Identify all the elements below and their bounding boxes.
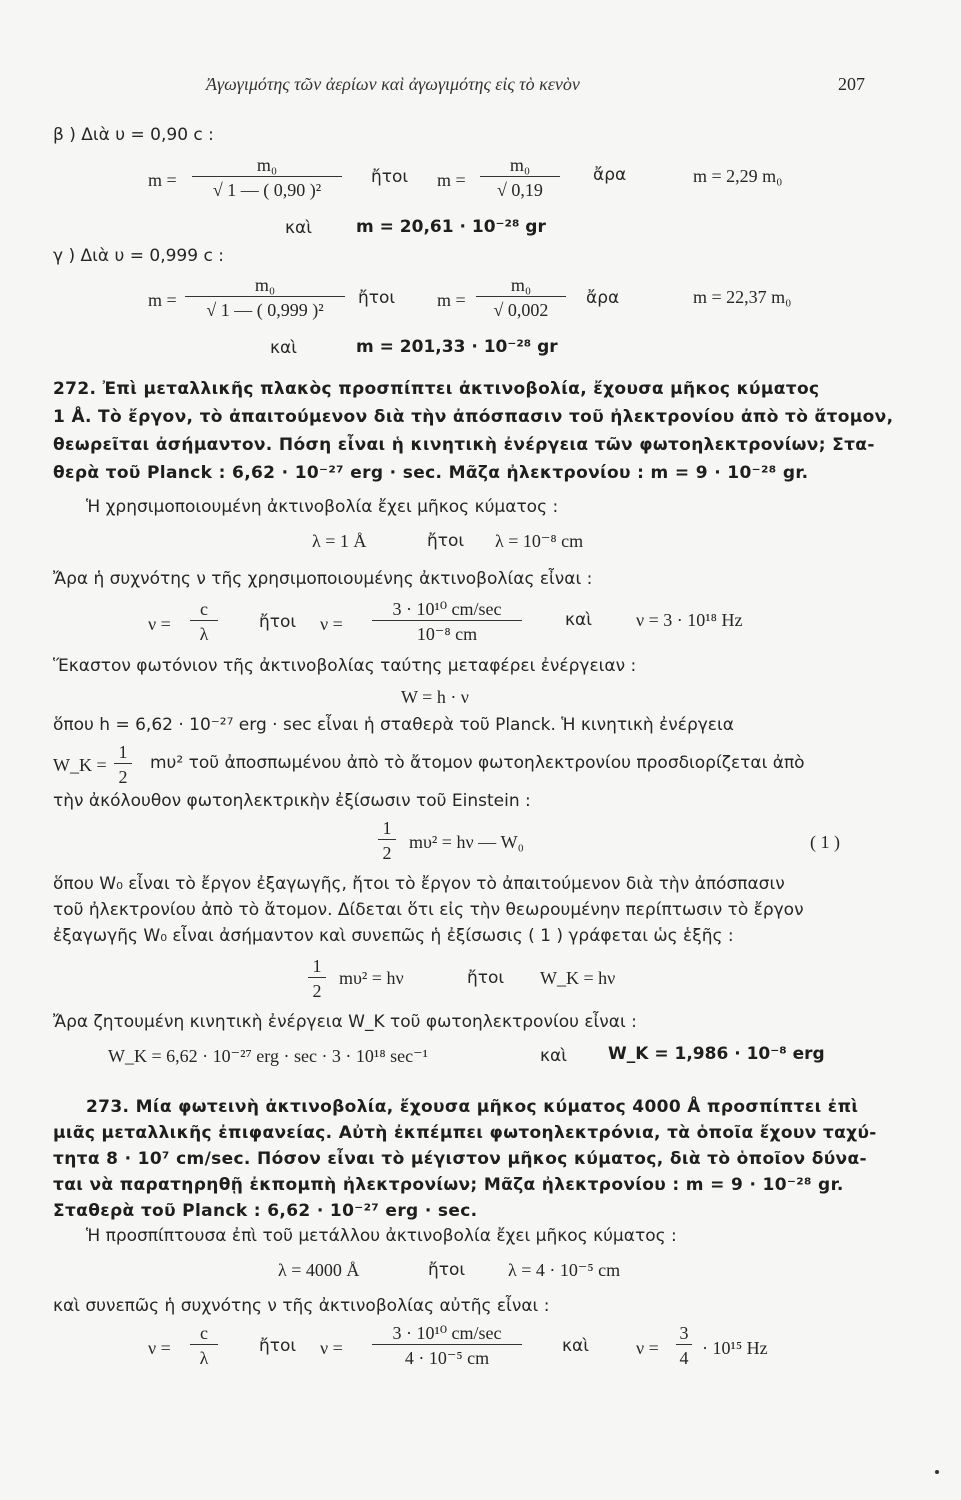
problem-272-line1: 272. Ἐπὶ μεταλλικῆς πλακὸς προσπίπτει ἀκτινοβολία, ἔχουσα μῆκος κύματος	[53, 379, 820, 399]
gamma-eq2-lhs: m =	[437, 290, 466, 310]
sol272-itoi2: ἤτοι	[259, 612, 297, 632]
gamma-frac1-den: √ 1 — ( 0,999 )²	[206, 300, 324, 320]
running-title: Ἀγωγιμότης τῶν ἀερίων καὶ ἀγωγιμότης εἰς τὸ κενὸν	[206, 74, 580, 94]
sol272-s1: Ἡ χρησιμοποιουμένη ἀκτινοβολία ἔχει μῆκος κύματος :	[86, 497, 559, 517]
sol272-s4: ὅπου h = 6,62 · 10⁻²⁷ erg · sec εἶναι ἡ σταθερὰ τοῦ Planck. Ἡ κινητικὴ ἐνέργεια	[53, 715, 734, 735]
sol272-nu-frac2-num: 3 · 10¹⁰ cm/sec	[392, 599, 502, 619]
sol272-einstein-half	[378, 818, 396, 864]
beta-frac1-num: m₀	[256, 155, 278, 175]
sol273-nu-lhs2: ν =	[320, 1338, 343, 1358]
sol273-s2: καὶ συνεπῶς ἡ συχνότης ν τῆς ἀκτινοβολίας αὐτῆς εἶναι :	[53, 1296, 550, 1316]
beta-frac2	[480, 155, 560, 201]
sol272-einstein: mυ² = hν — W₀	[409, 832, 524, 852]
sol272-nu-frac	[190, 599, 218, 645]
gamma-itoi: ἤτοι	[358, 288, 396, 308]
sol272-nu-frac2-den: 10⁻⁸ cm	[416, 624, 478, 644]
sol273-nu-frac-num: c	[200, 1323, 208, 1343]
sol272-kai: καὶ	[565, 610, 592, 630]
sol272-s2: Ἄρα ἡ συχνότης ν τῆς χρησιμοποιουμένης ἀκτινοβολίας εἶναι :	[53, 569, 593, 589]
sol272-eq2-b: W_K = hν	[540, 968, 616, 988]
sol272-final-b: W_K = 1,986 · 10⁻⁸ erg	[608, 1044, 825, 1064]
gamma-ara: ἄρα	[586, 288, 620, 308]
sol272-einstein-half-den: 2	[382, 843, 392, 863]
sol272-s3: Ἕκαστον φωτόνιον τῆς ἀκτινοβολίας ταύτης μεταφέρει ἐνέργειαν :	[53, 656, 637, 676]
sol273-itoi: ἤτοι	[428, 1260, 466, 1280]
sol272-nu-lhs2: ν =	[320, 614, 343, 634]
beta-frac2-num: m₀	[509, 155, 531, 175]
sol272-lambda: λ = 1 Å	[312, 531, 367, 551]
problem-272-line4: θερὰ τοῦ Planck : 6,62 · 10⁻²⁷ erg · sec. Μᾶζα ἠλεκτρονίου : m = 9 · 10⁻²⁸ gr.	[53, 463, 809, 483]
problem-272-line2: 1 Å. Τὸ ἔργον, τὸ ἀπαιτούμενον διὰ τὴν ἀπόσπασιν τοῦ ἠλεκτρονίου ἀπὸ τὸ ἄτομον,	[53, 407, 894, 427]
sol273-nu-frac	[190, 1323, 218, 1369]
sol272-nu-frac-num: c	[200, 599, 208, 619]
sol272-w-eq: W = h · ν	[401, 687, 469, 707]
sol272-s8: τοῦ ἠλεκτρονίου ἀπὸ τὸ ἄτομον. Δίδεται ὅτι εἰς τὴν θεωρουμένην περίπτωσιν τὸ ἔργον	[53, 900, 804, 920]
sol272-nu-result: ν = 3 · 10¹⁸ Hz	[636, 610, 743, 630]
beta-frac1	[192, 155, 342, 201]
sol272-kai2: καὶ	[540, 1046, 567, 1066]
sol272-s6: τὴν ἀκόλουθον φωτοηλεκτρικὴν ἐξίσωσιν τοῦ Einstein :	[53, 791, 531, 811]
sol272-eq2-half-den: 2	[312, 981, 322, 1001]
beta-result: m = 2,29 m₀	[693, 166, 783, 186]
sol273-nu-frac3	[676, 1323, 692, 1369]
sol273-nu-frac3-num: 3	[679, 1323, 689, 1343]
gamma-eq1-lhs: m =	[148, 290, 177, 310]
gamma-label: γ ) Διὰ υ = 0,999 c :	[53, 246, 224, 266]
gamma-frac2-num: m₀	[510, 275, 532, 295]
problem-273-line2: μιᾶς μεταλλικῆς ἐπιφανείας. Αὐτὴ ἐκπέμπει φωτοηλεκτρόνια, τὰ ὁποῖα ἔχουν ταχύ-	[53, 1123, 877, 1143]
beta-kai: καὶ	[285, 218, 312, 238]
sol272-itoi3: ἤτοι	[467, 968, 505, 988]
gamma-result: m = 22,37 m₀	[693, 287, 792, 307]
beta-ara: ἄρα	[593, 165, 627, 185]
beta-frac1-den: √ 1 — ( 0,90 )²	[212, 180, 322, 200]
sol273-kai: καὶ	[562, 1336, 589, 1356]
sol273-itoi2: ἤτοι	[259, 1336, 297, 1356]
sol272-eq-number: ( 1 )	[810, 832, 840, 852]
sol273-nu-frac2	[372, 1323, 522, 1369]
sol272-wk-lhs: W_K =	[53, 755, 107, 775]
problem-273-line5: Σταθερὰ τοῦ Planck : 6,62 · 10⁻²⁷ erg · sec.	[53, 1201, 478, 1221]
problem-273-line4: ται νὰ παρατηρηθῇ ἐκπομπὴ ἠλεκτρονίων; Μᾶζα ἠλεκτρονίου : m = 9 · 10⁻²⁸ gr.	[53, 1175, 844, 1195]
sol273-lambda-cm: λ = 4 · 10⁻⁵ cm	[508, 1260, 621, 1280]
sol272-itoi: ἤτοι	[427, 531, 465, 551]
gamma-kai: καὶ	[270, 338, 297, 358]
sol272-s10: Ἄρα ζητουμένη κινητικὴ ἐνέργεια W_K τοῦ φωτοηλεκτρονίου εἶναι :	[53, 1012, 637, 1032]
beta-label: β ) Διὰ υ = 0,90 c :	[53, 125, 214, 145]
sol272-s9: ἐξαγωγῆς W₀ εἶναι ἀσήμαντον καὶ συνεπῶς ἡ ἐξίσωσις ( 1 ) γράφεται ὡς ἑξῆς :	[53, 926, 734, 946]
sol273-nu-lhs: ν =	[148, 1338, 171, 1358]
gamma-frac1-num: m₀	[254, 275, 276, 295]
sol272-eq2-half-num: 1	[312, 956, 322, 976]
gamma-frac2	[476, 275, 566, 321]
beta-eq1-lhs: m =	[148, 170, 177, 190]
sol272-eq2: mυ² = hν	[339, 968, 404, 988]
sol273-nu-frac2-num: 3 · 10¹⁰ cm/sec	[392, 1323, 502, 1343]
sol272-half-num: 1	[118, 742, 128, 762]
sol272-half-den: 2	[118, 767, 128, 787]
sol272-final-a: W_K = 6,62 · 10⁻²⁷ erg · sec · 3 · 10¹⁸ sec⁻¹	[108, 1046, 428, 1066]
sol273-s1: Ἡ προσπίπτουσα ἐπὶ τοῦ μετάλλου ἀκτινοβολία ἔχει μῆκος κύματος :	[86, 1226, 677, 1246]
problem-273-line1: 273. Μία φωτεινὴ ἀκτινοβολία, ἔχουσα μῆκος κύματος 4000 Å προσπίπτει ἐπὶ	[86, 1097, 859, 1117]
problem-272-line3: θεωρεῖται ἀσήμαντον. Πόση εἶναι ἡ κινητικὴ ἐνέργεια τῶν φωτοηλεκτρονίων; Στα-	[53, 435, 875, 455]
sol272-eq2-half	[308, 956, 326, 1002]
sol273-nu-frac3-den: 4	[679, 1348, 689, 1368]
beta-mass: m = 20,61 · 10⁻²⁸ gr	[356, 217, 546, 237]
sol272-nu-frac-den: λ	[199, 624, 209, 644]
sol272-half	[114, 742, 132, 788]
sol273-nu-frac-den: λ	[199, 1348, 209, 1368]
beta-frac2-den: √ 0,19	[497, 180, 543, 200]
gamma-mass: m = 201,33 · 10⁻²⁸ gr	[356, 337, 558, 357]
sol272-s7: ὅπου W₀ εἶναι τὸ ἔργον ἐξαγωγῆς, ἤτοι τὸ ἔργον τὸ ἀπαιτούμενον διὰ τὴν ἀπόσπασιν	[53, 874, 785, 894]
sol272-lambda-cm: λ = 10⁻⁸ cm	[495, 531, 584, 551]
beta-itoi: ἤτοι	[371, 167, 409, 187]
sol273-nu-lhs3: ν =	[636, 1338, 659, 1358]
sol273-lambda: λ = 4000 Å	[278, 1260, 360, 1280]
sol272-nu-frac2	[372, 599, 522, 645]
page-speck	[935, 1470, 939, 1474]
sol272-s5: mυ² τοῦ ἀποσπωμένου ἀπὸ τὸ ἄτομον φωτοηλεκτρονίου προσδιορίζεται ἀπὸ	[150, 753, 805, 773]
sol272-einstein-half-num: 1	[382, 818, 392, 838]
problem-273-line3: τητα 8 · 10⁷ cm/sec. Πόσον εἶναι τὸ μέγιστον μῆκος κύματος, διὰ τὸ ὁποῖον δύνα-	[53, 1149, 867, 1169]
sol273-nu-tail: · 10¹⁵ Hz	[702, 1338, 768, 1358]
beta-eq2-lhs: m =	[437, 170, 466, 190]
gamma-frac1	[185, 275, 345, 321]
page-number: 207	[838, 74, 865, 94]
gamma-frac2-den: √ 0,002	[493, 300, 549, 320]
sol273-nu-frac2-den: 4 · 10⁻⁵ cm	[404, 1348, 490, 1368]
sol272-nu-lhs: ν =	[148, 614, 171, 634]
